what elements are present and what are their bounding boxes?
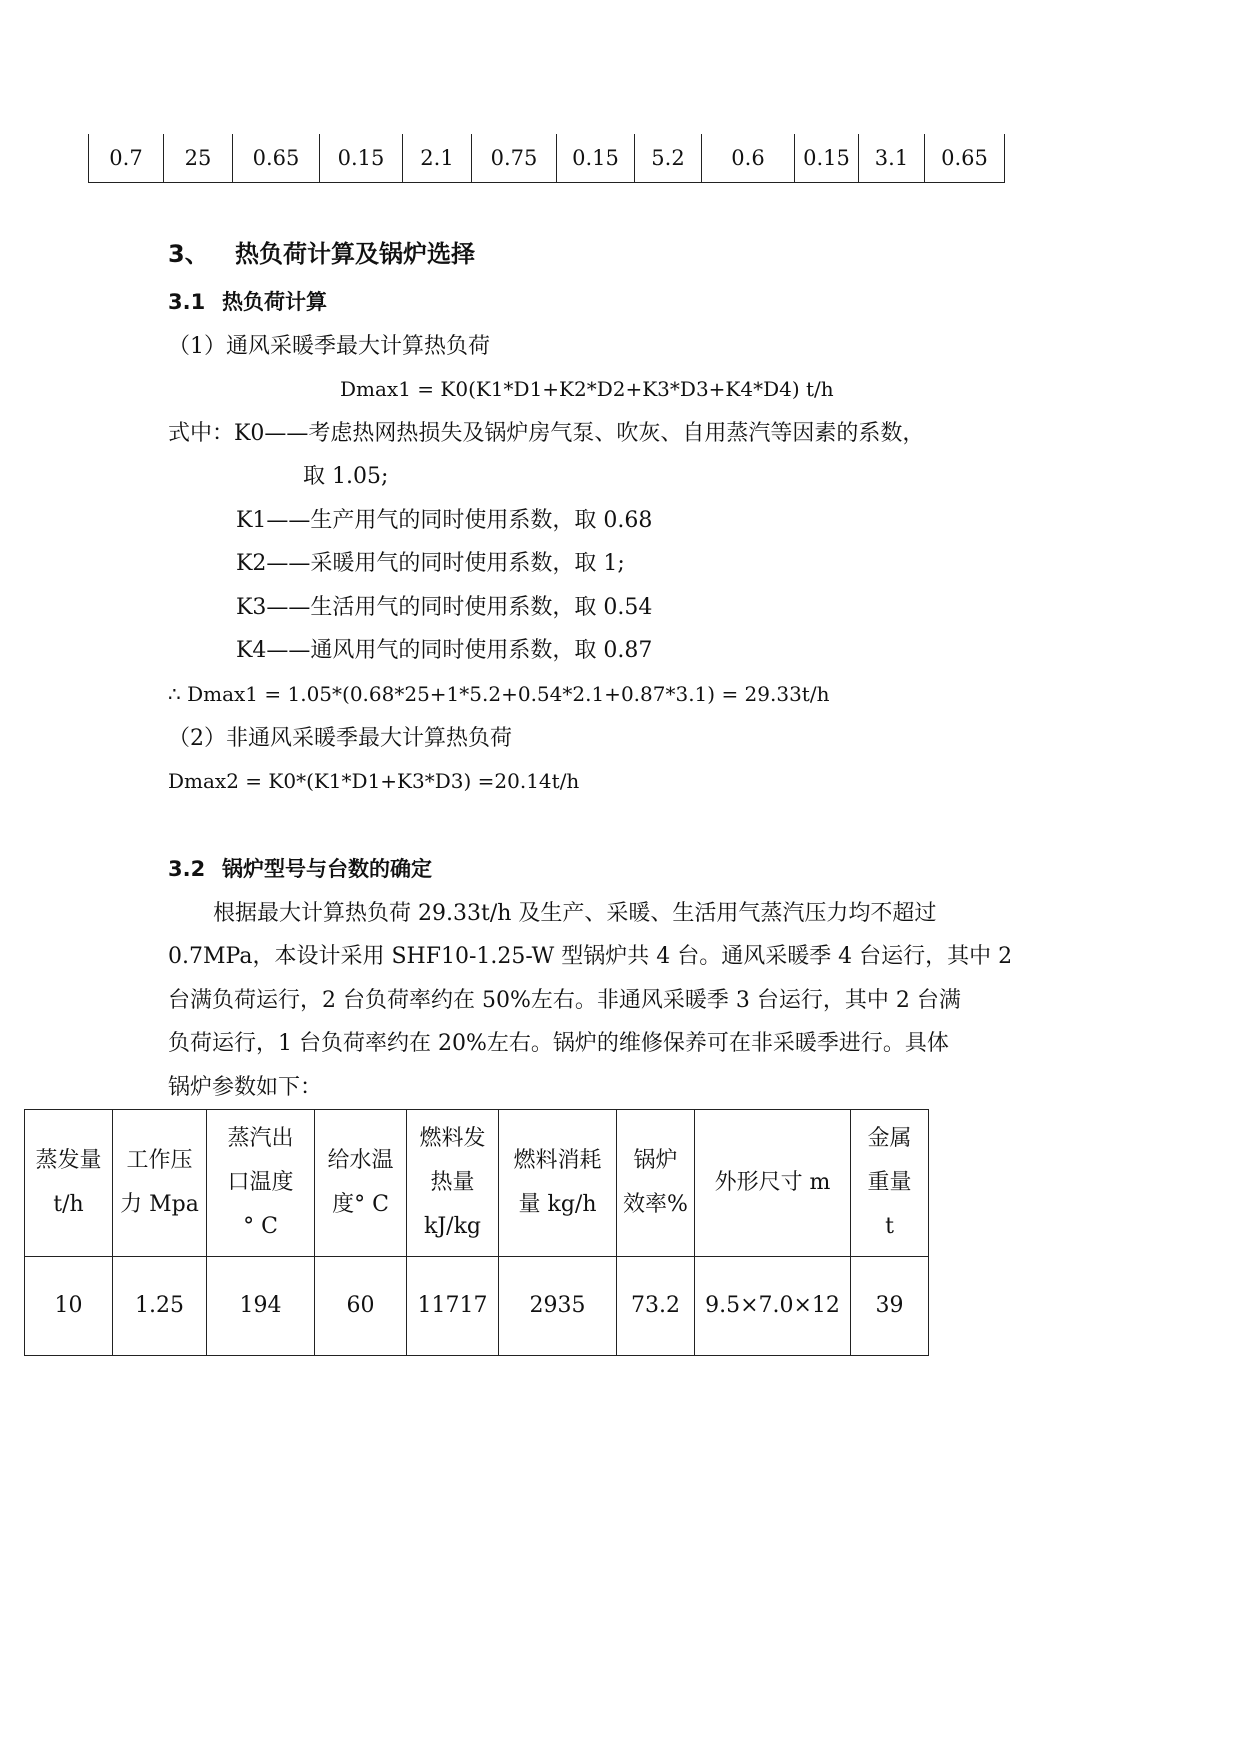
table-header-cell [499, 1110, 617, 1257]
para-line: 负荷运行，1 台负荷率约在 20%左右。锅炉的维修保养可在非采暖季进行。具体 [168, 1031, 949, 1056]
header-line: 锅炉 [633, 1148, 678, 1173]
table-cell: 1.25 [113, 1257, 207, 1356]
table-cell: 39 [851, 1257, 929, 1356]
table-cell: 0.65 [925, 134, 1005, 183]
table-header-cell [695, 1110, 851, 1257]
top-data-table [88, 134, 1005, 183]
table-cell: 0.75 [472, 134, 557, 183]
table-header-row [25, 1110, 929, 1257]
table-cell: 3.1 [859, 134, 925, 183]
table-cell: 2.1 [403, 134, 472, 183]
header-line: 蒸发量 [35, 1148, 102, 1173]
table-cell: 2935 [499, 1257, 617, 1356]
formula-dmax2: Dmax2 = K0*(K1*D1+K3*D3) =20.14t/h [168, 769, 580, 793]
para-line: 0.7MPa，本设计采用 SHF10-1.25-W 型锅炉共 4 台。通风采暖季 4 台运行，其中 2 [168, 944, 1013, 969]
header-line: 热量 [430, 1170, 475, 1195]
subsection-title: 热负荷计算 [222, 290, 327, 314]
header-line: 重量 [867, 1170, 912, 1195]
boiler-parameter-table [24, 1109, 929, 1356]
header-line: 效率% [623, 1192, 688, 1217]
k2-definition: K2——采暖用气的同时使用系数，取 1; [236, 551, 625, 576]
table-cell: 9.5×7.0×12 [695, 1257, 851, 1356]
table-cell: 0.15 [795, 134, 859, 183]
table-cell: 0.65 [233, 134, 320, 183]
table-cell: 5.2 [635, 134, 702, 183]
table-cell: 0.15 [557, 134, 635, 183]
table-cell: 0.6 [702, 134, 795, 183]
para-line: 台满负荷运行，2 台负荷率约在 50%左右。非通风采暖季 3 台运行，其中 2 台满 [168, 988, 961, 1013]
k4-definition: K4——通风用气的同时使用系数，取 0.87 [236, 638, 653, 663]
subsection-number: 3.2 [168, 857, 206, 881]
k1-definition: K1——生产用气的同时使用系数，取 0.68 [236, 508, 653, 533]
table-header-cell [851, 1110, 929, 1257]
where-line-1: 式中：K0——考虑热网热损失及锅炉房气泵、吹灰、自用蒸汽等因素的系数， [168, 421, 925, 446]
header-line: 燃料发 [419, 1126, 486, 1151]
header-line: 量 kg/h [518, 1192, 597, 1217]
section-title: 热负荷计算及锅炉选择 [235, 240, 475, 268]
section-number: 3、 [168, 240, 209, 268]
subsection-number: 3.1 [168, 290, 206, 314]
k3-definition: K3——生活用气的同时使用系数，取 0.54 [236, 595, 653, 620]
header-line: 口温度 [227, 1170, 294, 1195]
table-header-cell [315, 1110, 407, 1257]
header-line: t/h [53, 1192, 84, 1217]
table-header-cell [407, 1110, 499, 1257]
table-cell: 73.2 [617, 1257, 695, 1356]
table-cell: 194 [207, 1257, 315, 1356]
header-line: 燃料消耗 [513, 1148, 602, 1173]
item-2: （2）非通风采暖季最大计算热负荷 [168, 726, 512, 751]
table-header-cell [207, 1110, 315, 1257]
header-line: 金属 [867, 1126, 912, 1151]
item-1: （1）通风采暖季最大计算热负荷 [168, 334, 490, 359]
header-line: 度° C [332, 1192, 389, 1217]
table-cell: 0.15 [320, 134, 403, 183]
header-line: 工作压 [126, 1148, 193, 1173]
header-line: kJ/kg [424, 1214, 481, 1239]
header-line: ° C [243, 1214, 278, 1239]
para-line: 根据最大计算热负荷 29.33t/h 及生产、采暖、生活用气蒸汽压力均不超过 [213, 901, 937, 926]
table-cell: 60 [315, 1257, 407, 1356]
result-dmax1: ∴ Dmax1 = 1.05*(0.68*25+1*5.2+0.54*2.1+0.87*3.1) = 29.33t/h [168, 682, 830, 706]
header-line: 力 Mpa [120, 1192, 199, 1217]
header-line: 外形尺寸 m [714, 1170, 831, 1195]
formula-dmax1: Dmax1 = K0(K1*D1+K2*D2+K3*D3+K4*D4) t/h [340, 377, 834, 401]
subsection-title: 锅炉型号与台数的确定 [222, 857, 432, 881]
table-cell: 10 [25, 1257, 113, 1356]
table-row [89, 134, 1005, 183]
para-line: 锅炉参数如下： [168, 1075, 323, 1100]
table-header-cell [617, 1110, 695, 1257]
header-line: 给水温 [327, 1148, 394, 1173]
table-row [25, 1257, 929, 1356]
table-cell: 11717 [407, 1257, 499, 1356]
table-header-cell [113, 1110, 207, 1257]
header-line: 蒸汽出 [227, 1126, 294, 1151]
table-cell: 0.7 [89, 134, 164, 183]
header-line: t [885, 1214, 894, 1239]
where-line-2: 取 1.05; [303, 464, 389, 489]
table-cell: 25 [164, 134, 233, 183]
table-header-cell [25, 1110, 113, 1257]
